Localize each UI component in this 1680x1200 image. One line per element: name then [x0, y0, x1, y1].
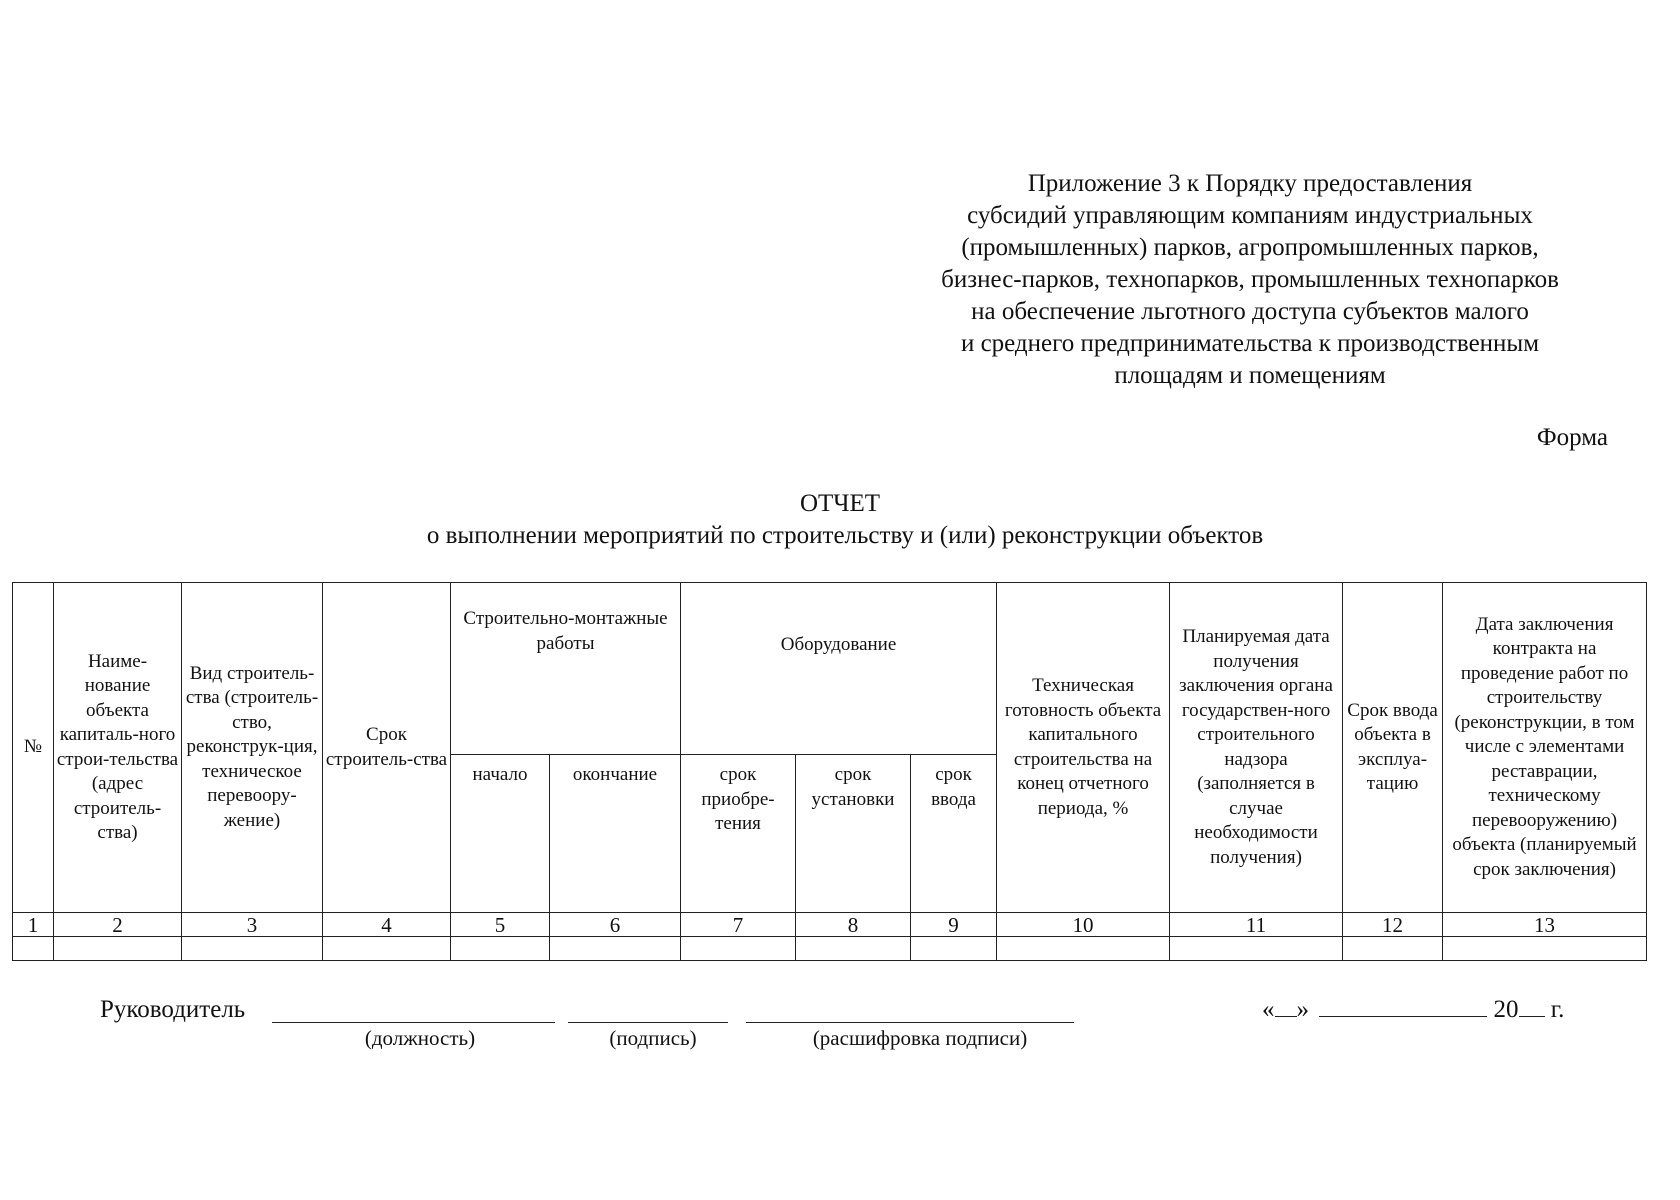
- year-suffix: г.: [1550, 996, 1565, 1023]
- empty-cell: [796, 937, 911, 961]
- header-works-start: начало: [451, 755, 550, 913]
- report-title: ОТЧЕТ: [799, 490, 881, 517]
- appendix-line: и среднего предпринимательства к производственным: [960, 330, 1540, 357]
- decode-line: [746, 1022, 1074, 1023]
- year-prefix: 20: [1493, 996, 1519, 1023]
- date-open-quote: «: [1262, 996, 1275, 1023]
- empty-cell: [451, 937, 550, 961]
- appendix-line: бизнес-парков, технопарков, промышленных технопарков: [941, 266, 1559, 293]
- column-number: 1: [13, 913, 54, 937]
- day-blank: [1275, 996, 1297, 1017]
- header-equipment-commissioning: срок ввода: [911, 755, 997, 913]
- empty-cell: [182, 937, 323, 961]
- column-number: 13: [1443, 913, 1647, 937]
- signature-caption: (подпись): [609, 1026, 697, 1050]
- date-field: [1262, 996, 1564, 1024]
- column-number: 9: [911, 913, 997, 937]
- empty-cell: [13, 937, 54, 961]
- column-number: 11: [1170, 913, 1343, 937]
- table-row: [13, 937, 1647, 961]
- report-subtitle: о выполнении мероприятий по строительству и (или) реконструкции объектов: [426, 522, 1264, 549]
- empty-cell: [1170, 937, 1343, 961]
- year-blank: [1519, 996, 1545, 1017]
- empty-cell: [54, 937, 182, 961]
- header-technical-readiness: Техническая готовность объекта капитального строительства на конец отчетного периода, %: [997, 583, 1170, 913]
- header-group-equipment: Оборудование: [681, 583, 997, 755]
- signature-block: [0, 996, 1680, 1076]
- column-number: 3: [182, 913, 323, 937]
- position-line: [272, 1022, 555, 1023]
- empty-cell: [550, 937, 681, 961]
- appendix-line: на обеспечение льготного доступа субъектов малого: [971, 298, 1529, 325]
- empty-cell: [911, 937, 997, 961]
- appendix-line: (промышленных) парков, агропромышленных парков,: [961, 234, 1539, 261]
- column-number: 8: [796, 913, 911, 937]
- date-close-quote: »: [1296, 996, 1309, 1023]
- header-equipment-installation: срок установки: [796, 755, 911, 913]
- appendix-header: [860, 168, 1640, 392]
- header-supervision-conclusion-date: Планируемая дата получения заключения органа государствен-ного строительного надзора (заполняется в случае необходимости получения): [1170, 583, 1343, 913]
- header-object-name: Наиме-нование объекта капиталь-ного строи-тельства (адрес строитель-ства): [54, 583, 182, 913]
- header-group-construction-works: Строительно-монтажные работы: [451, 583, 681, 755]
- empty-cell: [1343, 937, 1443, 961]
- header-commissioning-term: Срок ввода объекта в эксплуа-тацию: [1343, 583, 1443, 913]
- header-construction-type: Вид строитель-ства (строитель-ство, реконструк-ция, техническое перевоору-жение): [182, 583, 323, 913]
- appendix-line: субсидий управляющим компаниям индустриальных: [967, 202, 1533, 229]
- column-number: 4: [323, 913, 451, 937]
- column-number: 12: [1343, 913, 1443, 937]
- empty-cell: [1443, 937, 1647, 961]
- column-number: 5: [451, 913, 550, 937]
- report-table: [12, 582, 1647, 961]
- month-blank: [1319, 996, 1487, 1017]
- report-title-block: [0, 488, 1680, 552]
- column-number: 7: [681, 913, 796, 937]
- header-number: №: [13, 583, 54, 913]
- manager-label: Руководитель: [100, 996, 246, 1023]
- column-number: 10: [997, 913, 1170, 937]
- empty-cell: [681, 937, 796, 961]
- header-equipment-purchase: срок приобре-тения: [681, 755, 796, 913]
- appendix-line: Приложение 3 к Порядку предоставления: [1027, 170, 1473, 197]
- appendix-line: площадям и помещениям: [1114, 362, 1386, 389]
- header-works-end: окончание: [550, 755, 681, 913]
- column-number: 6: [550, 913, 681, 937]
- header-contract-date: Дата заключения контракта на проведение работ по строительству (реконструкции, в том числе с элементами реставрации, техническому перевооружению) объекта (планируемый срок заключения): [1443, 583, 1647, 913]
- empty-cell: [323, 937, 451, 961]
- signature-line: [568, 1022, 728, 1023]
- header-construction-term: Срок строитель-ства: [323, 583, 451, 913]
- form-label: Форма: [1536, 424, 1608, 451]
- column-number: 2: [54, 913, 182, 937]
- empty-cell: [997, 937, 1170, 961]
- position-caption: (должность): [364, 1026, 476, 1050]
- decode-caption: (расшифровка подписи): [812, 1026, 1028, 1050]
